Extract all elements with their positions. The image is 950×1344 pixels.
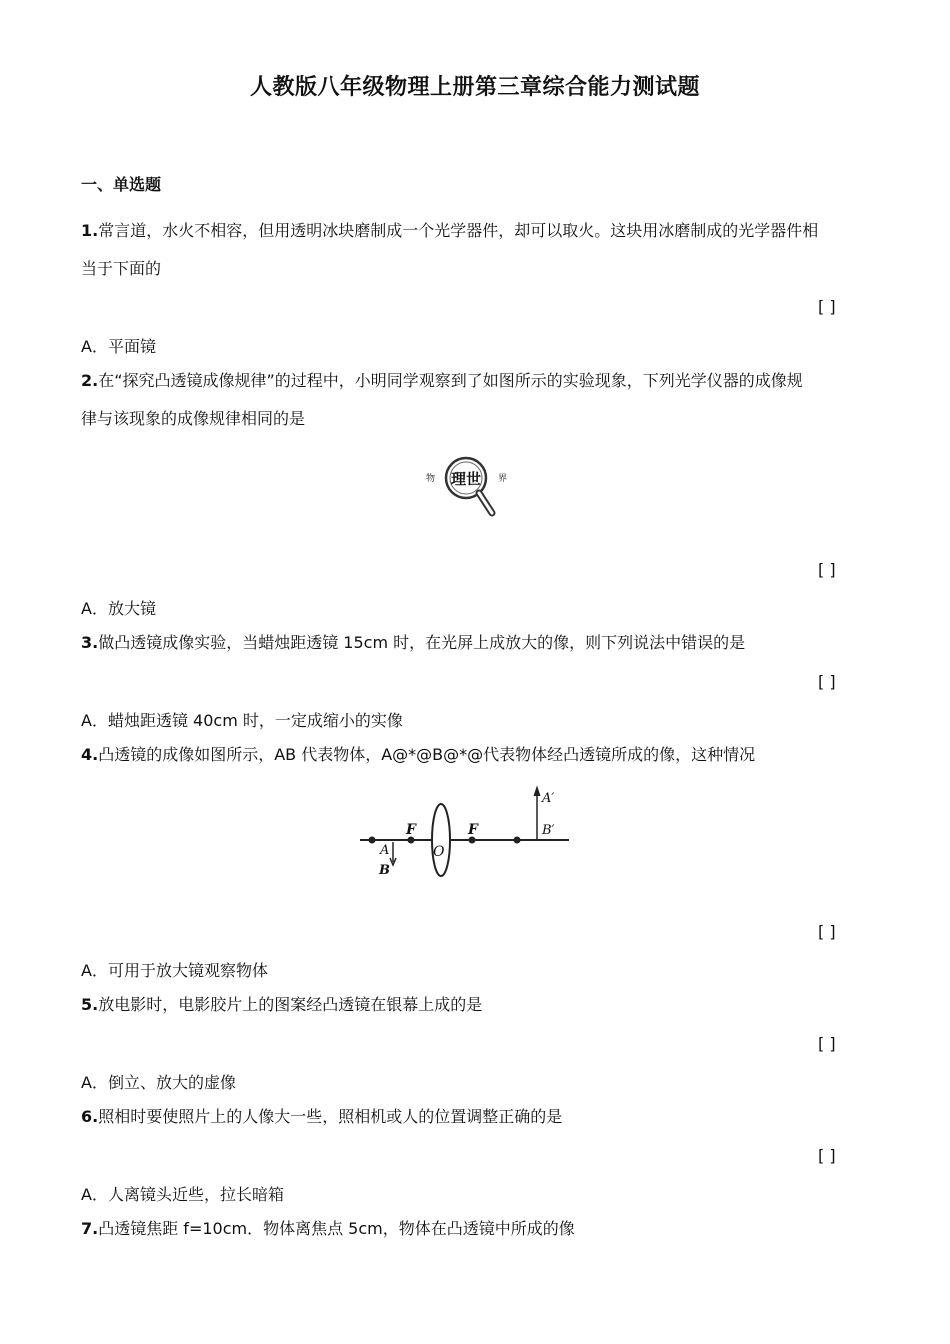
answer-bracket[interactable]: [ ] — [818, 672, 836, 691]
magnifier-figure — [418, 450, 518, 530]
page-title: 人教版八年级物理上册第三章综合能力测试题 — [249, 75, 700, 100]
question-text: 当于下面的 — [81, 259, 162, 278]
question-5 — [81, 986, 482, 1024]
section-heading: 一、单选题 — [81, 175, 162, 194]
question-3 — [81, 624, 745, 662]
option-a[interactable]: A．平面镜 — [81, 337, 156, 356]
answer-bracket[interactable]: [ ] — [818, 297, 836, 316]
question-1 — [81, 212, 818, 288]
question-text: 凸透镜的成像如图所示，AB 代表物体，A@*@B@*@代表物体经凸透镜所成的像，这种情况 — [98, 745, 756, 764]
question-6 — [81, 1098, 562, 1136]
option-a[interactable]: A．可用于放大镜观察物体 — [81, 961, 268, 980]
question-text: 律与该现象的成像规律相同的是 — [81, 409, 306, 428]
question-text: 照相时要使照片上的人像大一些，照相机或人的位置调整正确的是 — [98, 1107, 563, 1126]
question-number: 3. — [81, 633, 99, 652]
question-4 — [81, 736, 755, 774]
question-number: 2. — [81, 371, 99, 390]
lens-diagram — [355, 782, 575, 882]
axis-point — [514, 837, 521, 844]
axis-point — [369, 837, 376, 844]
answer-bracket[interactable]: [ ] — [818, 1146, 836, 1165]
answer-bracket[interactable]: [ ] — [818, 1034, 836, 1053]
option-a[interactable]: A．蜡烛距透镜 40cm 时，一定成缩小的实像 — [81, 711, 403, 730]
answer-bracket[interactable]: [ ] — [818, 922, 836, 941]
convex-lens — [432, 804, 450, 876]
label-F-right: F — [468, 822, 478, 838]
question-text: 凸透镜焦距 f=10cm．物体离焦点 5cm，物体在凸透镜中所成的像 — [98, 1219, 575, 1238]
label-B-prime: B′ — [542, 823, 555, 838]
question-number: 6. — [81, 1107, 99, 1126]
question-text: 常言道，水火不相容，但用透明冰块磨制成一个光学器件，却可以取火。这块用冰磨制成的光学器件相 — [98, 221, 819, 240]
question-number: 7. — [81, 1219, 99, 1238]
figure-label-right: 界 — [498, 474, 508, 484]
question-number: 5. — [81, 995, 99, 1014]
option-a[interactable]: A．人离镜头近些，拉长暗箱 — [81, 1185, 284, 1204]
answer-bracket[interactable]: [ ] — [818, 560, 836, 579]
question-number: 1. — [81, 221, 99, 240]
label-A-prime: A′ — [542, 791, 555, 806]
label-O: O — [433, 844, 445, 860]
question-number: 4. — [81, 745, 99, 764]
figure-label-center: 理世 — [450, 470, 482, 488]
option-a[interactable]: A．倒立、放大的虚像 — [81, 1073, 236, 1092]
figure-label-left: 物 — [426, 474, 436, 484]
option-a[interactable]: A．放大镜 — [81, 599, 156, 618]
question-text: 在“探究凸透镜成像规律”的过程中，小明同学观察到了如图所示的实验现象，下列光学仪器的成像规 — [98, 371, 803, 390]
label-A: A — [380, 843, 390, 858]
question-2 — [81, 362, 803, 438]
label-F-left: F — [406, 822, 416, 838]
question-text: 放电影时，电影胶片上的图案经凸透镜在银幕上成的是 — [98, 995, 483, 1014]
label-B: B — [379, 863, 390, 878]
question-text: 做凸透镜成像实验，当蜡烛距透镜 15cm 时，在光屏上成放大的像，则下列说法中错误的是 — [98, 633, 746, 652]
question-7 — [81, 1210, 575, 1248]
